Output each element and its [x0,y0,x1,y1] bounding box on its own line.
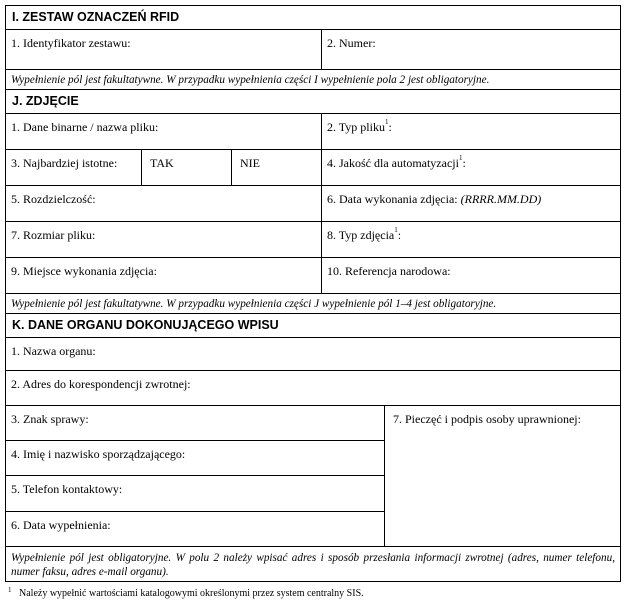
section-i-header [6,6,620,30]
file-type-field[interactable] [321,114,622,149]
section-k-note-row [6,547,620,583]
photo-type-colon: : [397,228,402,242]
section-j-row-5 [6,258,620,294]
section-j-row-4 [6,222,620,258]
footnote-marker: 1 [458,154,463,162]
case-number-row [6,406,384,441]
automation-quality-field[interactable] [321,150,622,185]
option-nie[interactable]: NIE [231,150,321,185]
photo-date-format-hint: (RRRR.MM.DD) [460,192,542,206]
preparer-name-row [6,441,384,476]
rfid-set-id-field[interactable]: 1. Identyfikator zestawu: [11,36,131,50]
national-reference-field[interactable]: 10. Referencja narodowa: [321,258,622,293]
section-k-header [6,314,620,338]
return-address-field[interactable]: 2. Adres do korespondencji zwrotnej: [11,377,191,391]
section-k-note: Wypełnienie pól jest obligatoryjne. W polu 2 należy wpisać adres i sposób przesłania informacji zwrotnej (adres, numer telefonu, numer faksu, adres e-mail organu). [11,552,615,578]
section-j-row-3 [6,186,620,222]
photo-type-label: 8. Typ zdjęcia [327,228,395,242]
file-size-field[interactable]: 7. Rozmiar pliku: [11,228,96,242]
section-i-note: Wypełnienie pól jest fakultatywne. W przypadku wypełnienia części I wypełnienie pola 2 jest obligatoryjne. [11,74,490,86]
registration-form [5,5,621,582]
photo-location-field[interactable]: 9. Miejsce wykonania zdjęcia: [11,264,157,278]
section-j-note: Wypełnienie pól jest fakultatywne. W przypadku wypełnienia części J wypełnienie pól 1–4 jest obligatoryjne. [11,298,497,310]
footnote-marker: 1 [394,226,398,234]
section-j-note-row [6,294,620,314]
automation-quality-colon: : [462,156,466,170]
most-relevant-label: 3. Najbardziej istotne: [11,156,118,170]
footnote-marker: 1 [384,118,389,126]
authority-name-field[interactable]: 1. Nazwa organu: [11,344,96,358]
resolution-field[interactable]: 5. Rozdzielczość: [11,192,96,206]
section-j-header [6,90,620,114]
contact-phone-row [6,476,384,512]
section-k-row-1 [6,338,620,371]
option-tak[interactable]: TAK [141,150,231,185]
automation-quality-label: 4. Jakość dla automatyzacji [327,156,459,170]
section-j-title: J. ZDJĘCIE [12,94,79,108]
stamp-signature-field[interactable]: 7. Pieczęć i podpis osoby uprawnionej: [384,406,622,546]
section-k-lower-block [6,406,620,547]
fill-date-field[interactable]: 6. Data wypełnienia: [11,518,111,532]
section-i-row-1 [6,30,620,70]
section-j-row-1 [6,114,620,150]
rfid-number-field[interactable]: 2. Numer: [321,30,622,69]
section-k-left-column [6,406,384,546]
section-k-row-2 [6,371,620,406]
section-k-title: K. DANE ORGANU DOKONUJĄCEGO WPISU [12,318,279,332]
footnote-text: Należy wypełnić wartościami katalogowymi określonymi przez system centralny SIS. [19,588,364,599]
fill-date-row [6,512,384,546]
preparer-name-field[interactable]: 4. Imię i nazwisko sporządzającego: [11,447,186,461]
contact-phone-field[interactable]: 5. Telefon kontaktowy: [11,482,123,496]
file-type-colon: : [388,120,392,134]
file-type-label: 2. Typ pliku [327,120,385,134]
section-i-note-row [6,70,620,90]
photo-date-field[interactable] [321,186,622,221]
photo-date-label: 6. Data wykonania zdjęcia: [327,192,461,206]
photo-type-field[interactable] [321,222,622,257]
section-i-title: I. ZESTAW OZNACZEŃ RFID [12,10,180,24]
section-j-row-2 [6,150,620,186]
binary-data-field[interactable]: 1. Dane binarne / nazwa pliku: [11,120,159,134]
footnote [8,588,364,599]
case-number-field[interactable]: 3. Znak sprawy: [11,412,89,426]
footnote-number: 1 [8,586,12,594]
